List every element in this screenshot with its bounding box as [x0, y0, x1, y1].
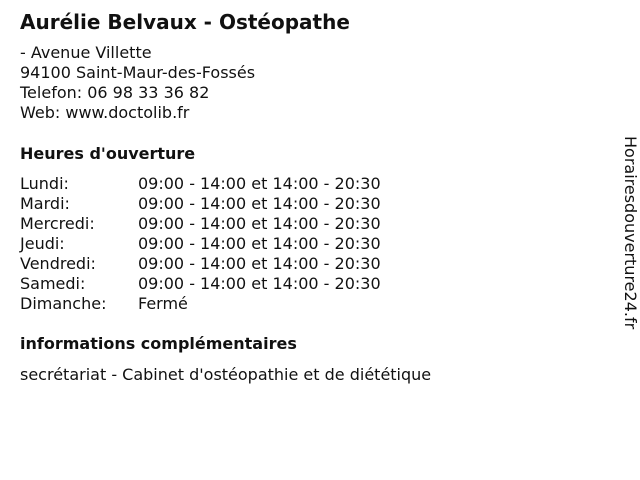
hours-row-sunday	[20, 294, 381, 314]
day-label: Lundi:	[20, 174, 69, 193]
hours-row-friday	[20, 254, 381, 274]
day-hours: 09:00 - 14:00 et 14:00 - 20:30	[138, 214, 381, 233]
site-watermark: Horairesdouverture24.fr	[621, 136, 640, 330]
day-label: Vendredi:	[20, 254, 96, 273]
day-hours: 09:00 - 14:00 et 14:00 - 20:30	[138, 174, 381, 193]
hours-row-monday	[20, 174, 381, 194]
additional-info-heading: informations complémentaires	[20, 334, 297, 353]
day-label: Dimanche:	[20, 294, 107, 313]
phone-line: Telefon: 06 98 33 36 82	[20, 83, 210, 102]
day-label: Mardi:	[20, 194, 70, 213]
day-hours: 09:00 - 14:00 et 14:00 - 20:30	[138, 254, 381, 273]
hours-row-saturday	[20, 274, 381, 294]
additional-info-text: secrétariat - Cabinet d'ostéopathie et de diététique	[20, 365, 432, 384]
city-line: 94100 Saint-Maur-des-Fossés	[20, 63, 256, 82]
day-label: Mercredi:	[20, 214, 95, 233]
hours-row-thursday	[20, 234, 381, 254]
web-line: Web: www.doctolib.fr	[20, 103, 190, 122]
address-line: - Avenue Villette	[20, 43, 152, 62]
page-title: Aurélie Belvaux - Ostéopathe	[20, 10, 350, 34]
day-label: Samedi:	[20, 274, 86, 293]
hours-row-wednesday	[20, 214, 381, 234]
day-hours: Fermé	[138, 294, 188, 313]
day-hours: 09:00 - 14:00 et 14:00 - 20:30	[138, 234, 381, 253]
hours-row-tuesday	[20, 194, 381, 214]
day-hours: 09:00 - 14:00 et 14:00 - 20:30	[138, 274, 381, 293]
day-hours: 09:00 - 14:00 et 14:00 - 20:30	[138, 194, 381, 213]
contact-block	[20, 43, 255, 123]
opening-hours-heading: Heures d'ouverture	[20, 144, 196, 163]
day-label: Jeudi:	[20, 234, 65, 253]
opening-hours-list	[20, 174, 381, 314]
